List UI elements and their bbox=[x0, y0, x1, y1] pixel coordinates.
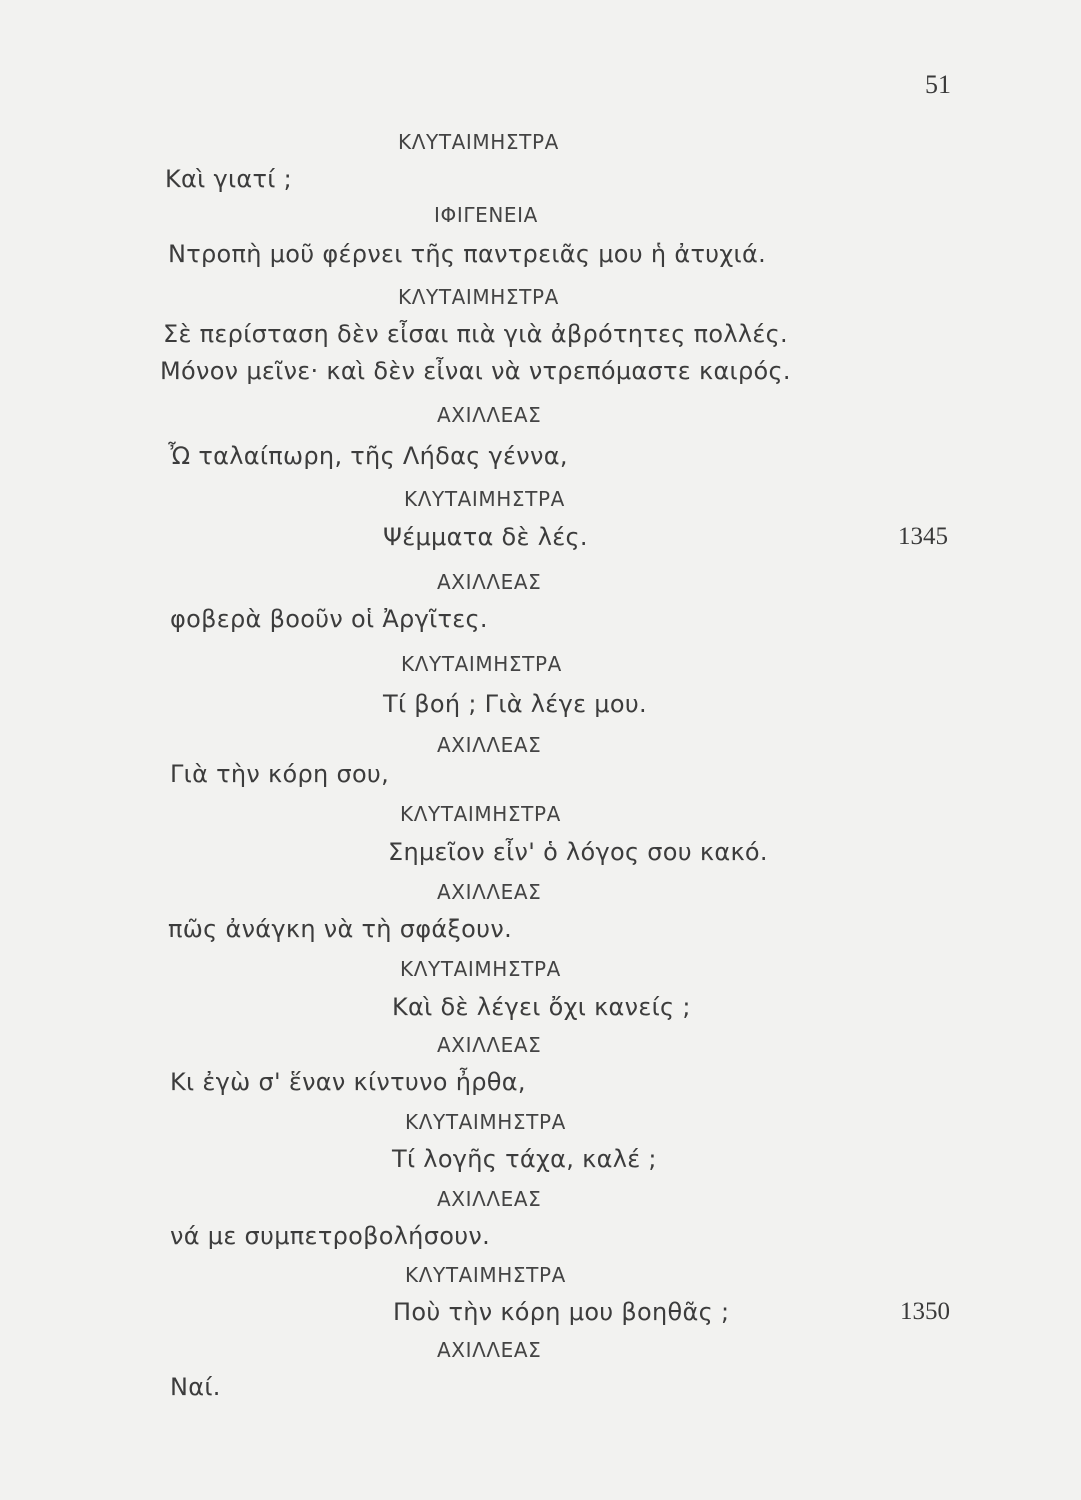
speaker-iphigenia: ΙΦΙΓΕΝΕΙΑ bbox=[434, 203, 538, 227]
speaker-achilles: ΑΧΙΛΛΕΑΣ bbox=[437, 733, 542, 757]
verse-line: πῶς ἀνάγκη νὰ τὴ σφάξουν. bbox=[168, 915, 512, 943]
verse-line: Ποὺ τὴν κόρη μου βοηθᾶς ; bbox=[393, 1298, 730, 1326]
speaker-clytemnestra: ΚΛΥΤΑΙΜΗΣΤΡΑ bbox=[398, 285, 559, 309]
verse-line: Τί λογῆς τάχα, καλέ ; bbox=[392, 1145, 657, 1173]
verse-line: Κι ἐγὼ σ' ἕναν κίντυνο ἦρθα, bbox=[170, 1068, 526, 1096]
speaker-clytemnestra: ΚΛΥΤΑΙΜΗΣΤΡΑ bbox=[401, 652, 562, 676]
line-number: 1345 bbox=[898, 523, 948, 550]
verse-line: Τί βοή ; Γιὰ λέγε μου. bbox=[383, 690, 647, 718]
verse-line: Ὦ ταλαίπωρη, τῆς Λήδας γέννα, bbox=[168, 442, 568, 470]
speaker-clytemnestra: ΚΛΥΤΑΙΜΗΣΤΡΑ bbox=[405, 1263, 566, 1287]
verse-line: Ναί. bbox=[170, 1373, 221, 1401]
verse-line: Καὶ γιατί ; bbox=[165, 165, 293, 193]
verse-line: Γιὰ τὴν κόρη σου, bbox=[170, 760, 390, 788]
speaker-clytemnestra: ΚΛΥΤΑΙΜΗΣΤΡΑ bbox=[400, 957, 561, 981]
speaker-achilles: ΑΧΙΛΛΕΑΣ bbox=[437, 1338, 542, 1362]
page-number: 51 bbox=[925, 70, 951, 99]
speaker-clytemnestra: ΚΛΥΤΑΙΜΗΣΤΡΑ bbox=[404, 487, 565, 511]
speaker-clytemnestra: ΚΛΥΤΑΙΜΗΣΤΡΑ bbox=[405, 1110, 566, 1134]
verse-line: φοβερὰ βοοῦν οἱ Ἀργῖτες. bbox=[170, 605, 488, 633]
speaker-achilles: ΑΧΙΛΛΕΑΣ bbox=[437, 1033, 542, 1057]
verse-line: νά με συμπετροβολήσουν. bbox=[170, 1222, 491, 1250]
line-number: 1350 bbox=[900, 1298, 950, 1325]
verse-line: Ντροπὴ μοῦ φέρνει τῆς παντρειᾶς μου ἡ ἀτυχιά. bbox=[168, 240, 767, 268]
speaker-clytemnestra: ΚΛΥΤΑΙΜΗΣΤΡΑ bbox=[400, 802, 561, 826]
speaker-achilles: ΑΧΙΛΛΕΑΣ bbox=[437, 1187, 542, 1211]
verse-line: Σὲ περίσταση δὲν εἶσαι πιὰ γιὰ ἀβρότητες πολλές. bbox=[163, 320, 788, 348]
speaker-achilles: ΑΧΙΛΛΕΑΣ bbox=[437, 880, 542, 904]
speaker-clytemnestra: ΚΛΥΤΑΙΜΗΣΤΡΑ bbox=[398, 130, 559, 154]
verse-line: Σημεῖον εἶν' ὁ λόγος σου κακό. bbox=[388, 838, 768, 866]
verse-line: Καὶ δὲ λέγει ὄχι κανείς ; bbox=[392, 993, 691, 1021]
verse-line: Ψέμματα δὲ λές. bbox=[383, 523, 588, 551]
speaker-achilles: ΑΧΙΛΛΕΑΣ bbox=[437, 570, 542, 594]
speaker-achilles: ΑΧΙΛΛΕΑΣ bbox=[437, 403, 542, 427]
verse-line: Μόνον μεῖνε· καὶ δὲν εἶναι νὰ ντρεπόμαστε καιρός. bbox=[160, 357, 791, 385]
